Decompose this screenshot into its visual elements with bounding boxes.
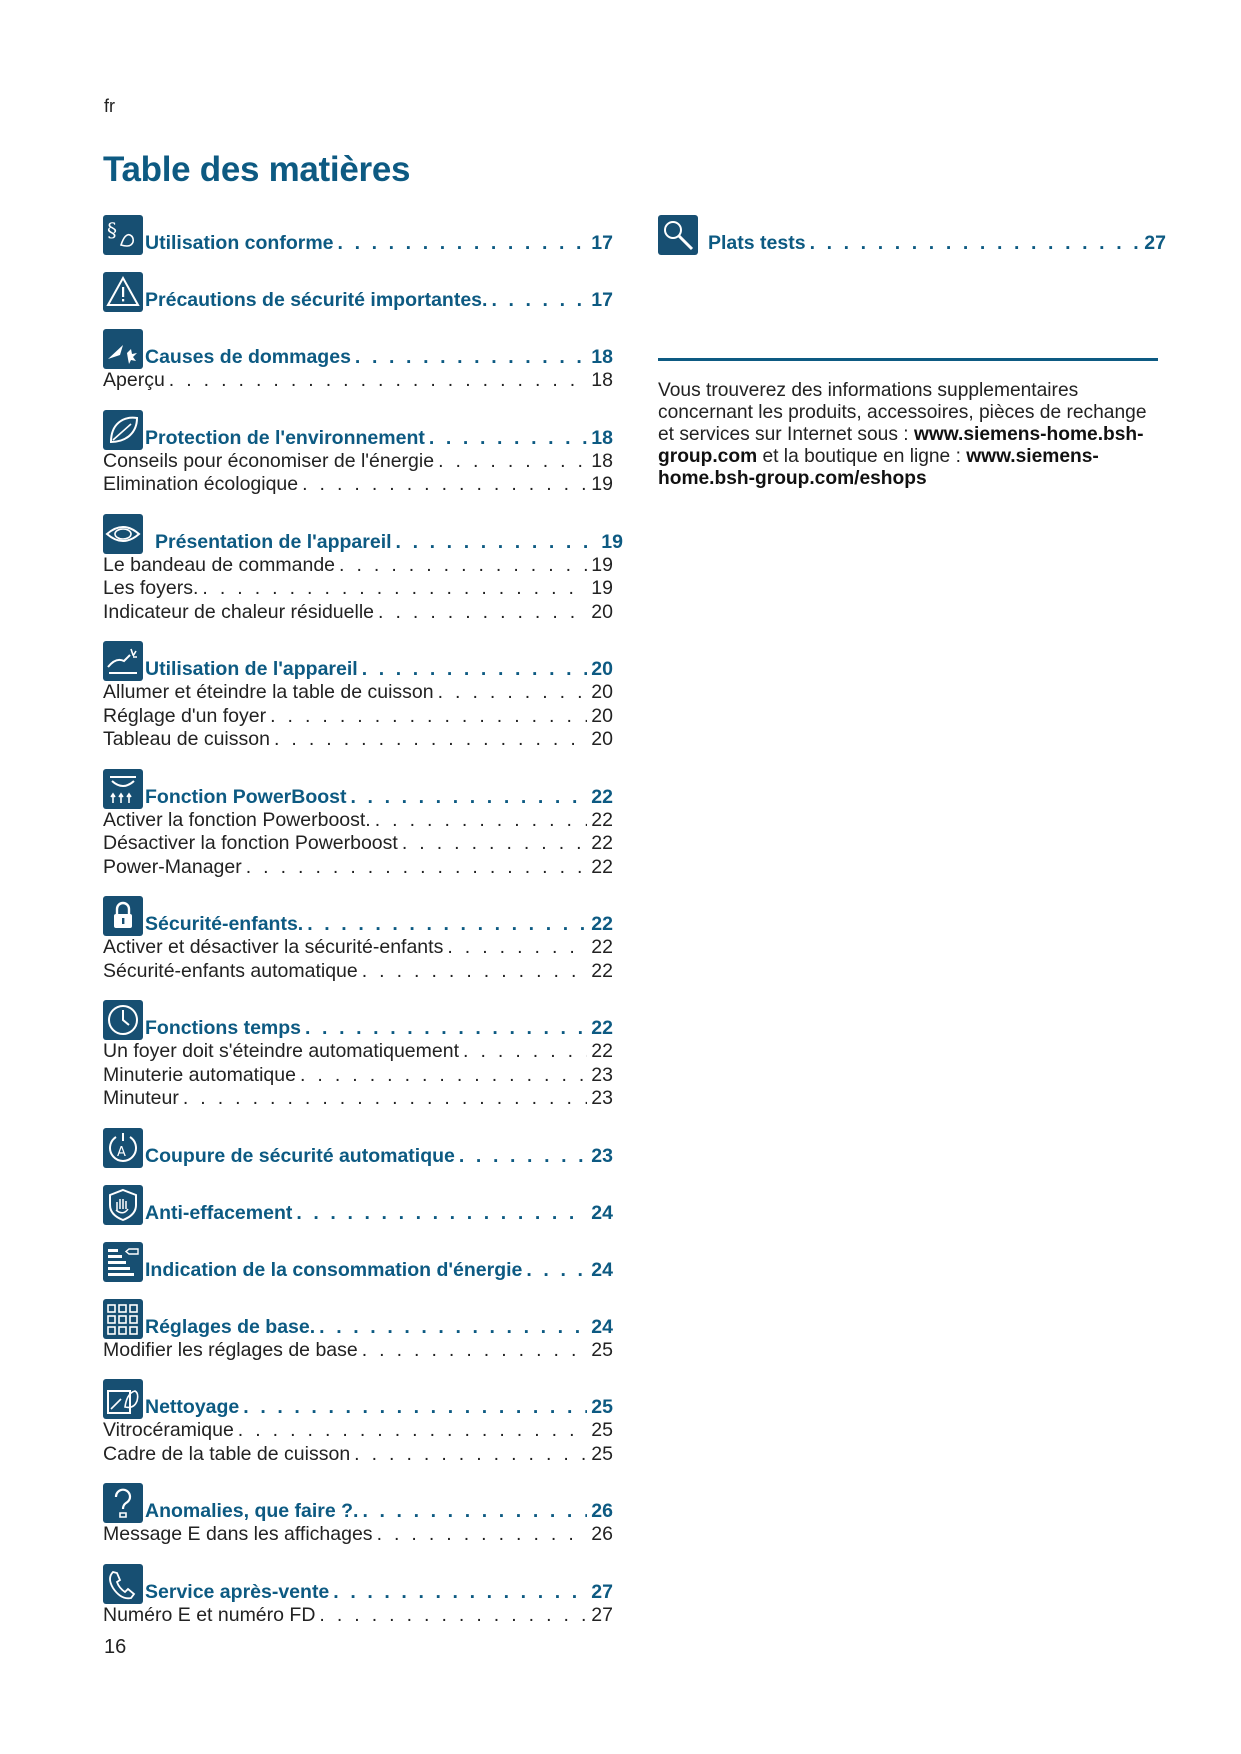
- settings-grid-icon: [103, 1299, 143, 1339]
- test-dish-icon: [658, 215, 698, 255]
- toc-entry[interactable]: Aperçu . . . 18: [103, 369, 613, 393]
- toc-heading[interactable]: Indication de la consommation d'énergie . . . 24: [145, 1259, 613, 1282]
- toc-right-column: [658, 215, 1166, 272]
- toc-section: [103, 215, 613, 255]
- svg-text:§: §: [107, 218, 117, 242]
- toc-section: [103, 1483, 613, 1547]
- clock-icon: [103, 1000, 143, 1040]
- toc-section: [103, 769, 613, 880]
- toc-heading[interactable]: Causes de dommages . . . 18: [145, 346, 613, 369]
- hand-operate-icon: [103, 641, 143, 681]
- page-number: 16: [104, 1636, 127, 1658]
- toc-heading[interactable]: Précautions de sécurité importantes. . . . 17: [145, 289, 613, 312]
- toc-entry[interactable]: Modifier les réglages de base . . . 25: [103, 1339, 613, 1363]
- eshop-link[interactable]: www.siemens-home.bsh-group.com/eshops: [658, 446, 1099, 489]
- toc-entry[interactable]: Vitrocéramique . . . 25: [103, 1419, 613, 1443]
- toc-entry[interactable]: Power-Manager . . . 22: [103, 856, 613, 880]
- toc-section: [103, 514, 623, 625]
- powerboost-pot-icon: [103, 769, 143, 809]
- auto-off-icon: [103, 1128, 143, 1168]
- info-paragraph: Vous trouverez des informations supplementaires concernant les produits, accessoires, pièces de rechange et services sur Internet sous : www.siemens-home.bsh-group.com et la boutique en ligne : www.siemens-home.bsh-group.com/eshops: [658, 380, 1147, 489]
- toc-entry[interactable]: Indicateur de chaleur résiduelle . . . 20: [103, 601, 613, 625]
- toc-section: [103, 1185, 613, 1225]
- toc-entry[interactable]: Elimination écologique . . . 19: [103, 473, 613, 497]
- question-icon: [103, 1483, 143, 1523]
- toc-heading[interactable]: Fonctions temps . . . 22: [145, 1017, 613, 1040]
- toc-entry[interactable]: Activer la fonction Powerboost. . . . 22: [103, 809, 613, 833]
- phone-service-icon: [103, 1564, 143, 1604]
- toc-entry[interactable]: Numéro E et numéro FD . . . 27: [103, 1604, 613, 1628]
- toc-entry[interactable]: Les foyers. . . . 19: [103, 577, 613, 601]
- language-code: fr: [104, 96, 115, 116]
- toc-section: [103, 1242, 613, 1282]
- toc-heading[interactable]: Protection de l'environnement . . . 18: [145, 427, 613, 450]
- toc-heading[interactable]: Plats tests . . . 27: [700, 232, 1166, 255]
- toc-entry[interactable]: Sécurité-enfants automatique . . . 22: [103, 960, 613, 984]
- toc-entry[interactable]: Tableau de cuisson . . . 20: [103, 728, 613, 752]
- toc-section: [103, 410, 613, 497]
- toc-entry[interactable]: Désactiver la fonction Powerboost . . . 22: [103, 832, 613, 856]
- warning-icon: [103, 272, 143, 312]
- toc-heading[interactable]: Utilisation conforme . . . 17: [145, 232, 613, 255]
- toc-heading[interactable]: Réglages de base. . . . 24: [145, 1316, 613, 1339]
- toc-section: [103, 1564, 613, 1628]
- toc-section: [103, 641, 613, 752]
- toc-entry[interactable]: Allumer et éteindre la table de cuisson . . . 20: [103, 681, 613, 705]
- toc-heading[interactable]: Service après-vente . . . 27: [145, 1581, 613, 1604]
- toc-left-column: [103, 215, 623, 1644]
- energy-consumption-icon: [103, 1242, 143, 1282]
- toc-entry[interactable]: Le bandeau de commande . . . 19: [103, 554, 613, 578]
- toc-heading[interactable]: Coupure de sécurité automatique . . . 23: [145, 1145, 613, 1168]
- svg-text:A: A: [117, 1144, 126, 1160]
- wipe-protect-icon: [103, 1185, 143, 1225]
- toc-entry[interactable]: Un foyer doit s'éteindre automatiquement . . . 22: [103, 1040, 613, 1064]
- toc-section: [103, 272, 613, 312]
- toc-entry[interactable]: Minuteur . . . 23: [103, 1087, 613, 1111]
- toc-heading[interactable]: Utilisation de l'appareil . . . 20: [145, 658, 613, 681]
- toc-entry[interactable]: Minuterie automatique . . . 23: [103, 1064, 613, 1088]
- toc-section: [103, 1379, 613, 1466]
- padlock-icon: [103, 896, 143, 936]
- toc-entry[interactable]: Activer et désactiver la sécurité-enfants . . . 22: [103, 936, 613, 960]
- toc-entry[interactable]: Message E dans les affichages . . . 26: [103, 1523, 613, 1547]
- toc-section: [103, 1299, 613, 1363]
- toc-heading[interactable]: Anti-effacement . . . 24: [145, 1202, 613, 1225]
- toc-section: [103, 1000, 613, 1111]
- toc-entry[interactable]: Réglage d'un foyer . . . 20: [103, 705, 613, 729]
- toc-entry[interactable]: Cadre de la table de cuisson . . . 25: [103, 1443, 613, 1467]
- divider: [658, 358, 1158, 361]
- toc-section: [103, 896, 613, 983]
- toc-heading[interactable]: Anomalies, que faire ?. . . . 26: [145, 1500, 613, 1523]
- toc-heading[interactable]: Présentation de l'appareil . . . 19: [145, 531, 623, 554]
- toc-section: [103, 329, 613, 393]
- website-link[interactable]: www.siemens-home.bsh-group.com: [658, 424, 1144, 467]
- intended-use-icon: [103, 215, 143, 255]
- toc-heading[interactable]: Fonction PowerBoost . . . 22: [145, 786, 613, 809]
- page-title: Table des matières: [103, 150, 411, 189]
- toc-section: [658, 215, 1166, 255]
- environment-leaf-icon: [103, 410, 143, 450]
- toc-heading[interactable]: Sécurité-enfants. . . . 22: [145, 913, 613, 936]
- toc-heading[interactable]: Nettoyage . . . 25: [145, 1396, 613, 1419]
- toc-section: [103, 1128, 613, 1168]
- toc-entry[interactable]: Conseils pour économiser de l'énergie . . . 18: [103, 450, 613, 474]
- damage-icon: [103, 329, 143, 369]
- eye-icon: [103, 514, 143, 554]
- cleaning-icon: [103, 1379, 143, 1419]
